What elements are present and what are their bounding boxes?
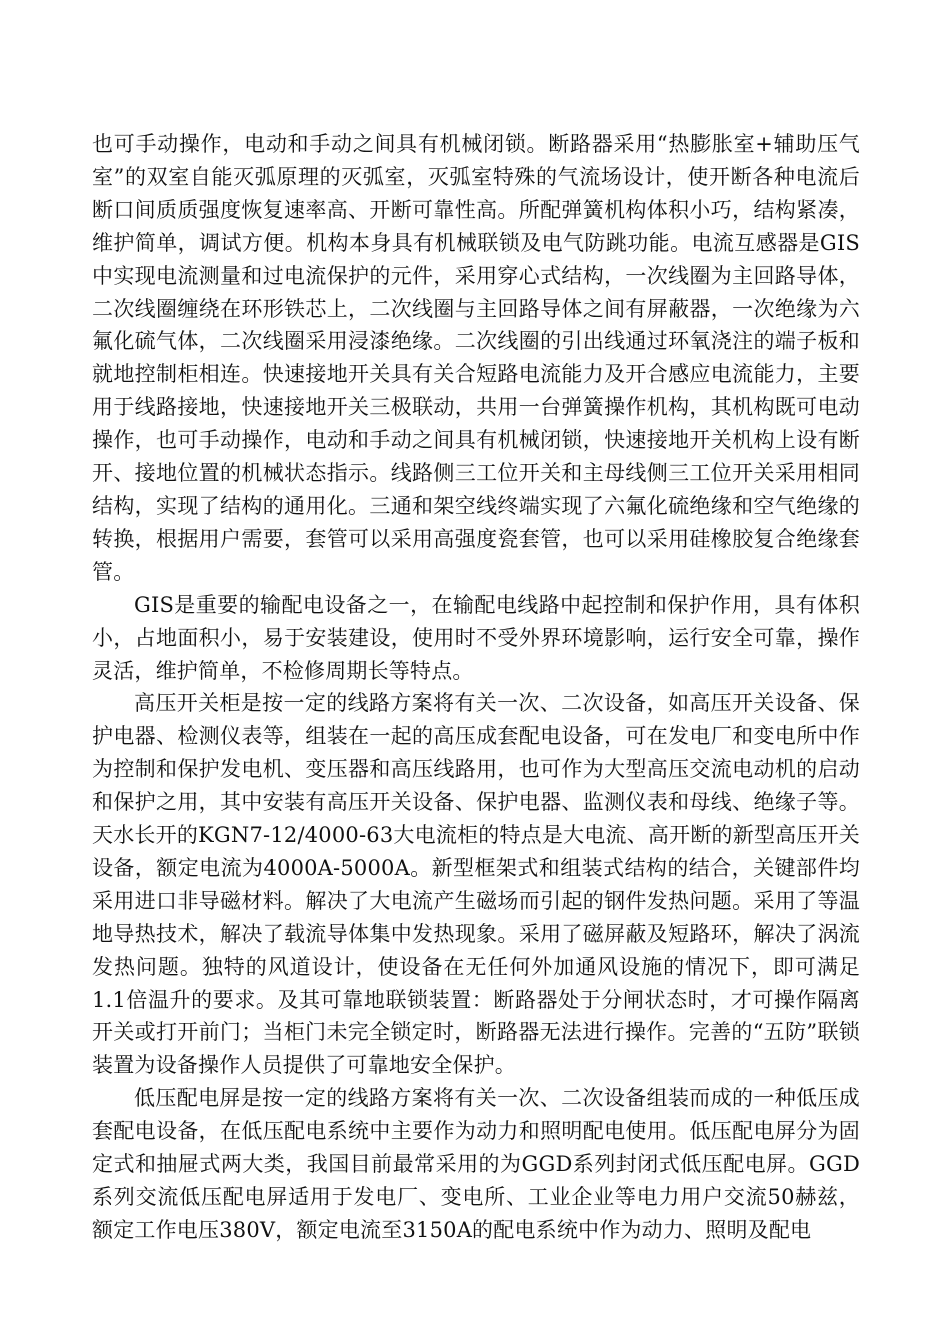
paragraph-continuation: 也可手动操作，电动和手动之间具有机械闭锁。断路器采用“热膨胀室+辅助压气室”的双室自能灭弧原理的灭弧室，灭弧室特殊的气流场设计，使开断各种电流后断口间质质强度恢复速率高、开断可靠性高。所配弹簧机构体积小巧，结构紧凑，维护简单，调试方便。机构本身具有机械联锁及电气防跳功能。电流互感器是GIS中实现电流测量和过电流保护的元件，采用穿心式结构，一次线圈为主回路导体，二次线圈缠绕在环形铁芯上，二次线圈与主回路导体之间有屏蔽器，一次绝缘为六氟化硫气体，二次线圈采用浸漆绝缘。二次线圈的引出线通过环氧浇注的端子板和就地控制柜相连。快速接地开关具有关合短路电流能力及开合感应电流能力，主要用于线路接地，快速接地开关三极联动，共用一台弹簧操作机构，其机构既可电动操作，也可手动操作，电动和手动之间具有机械闭锁，快速接地开关机构上设有断开、接地位置的机械状态指示。线路侧三工位开关和主母线侧三工位开关采用相同结构，实现了结构的通用化。三通和架空线终端实现了六氟化硫绝缘和空气绝缘的转换，根据用户需要，套管可以采用高强度瓷套管，也可以采用硅橡胶复合绝缘套管。 [92,132,860,584]
paragraph-gis: GIS是重要的输配电设备之一，在输配电线路中起控制和保护作用，具有体积小，占地面积小，易于安装建设，使用时不受外界环境影响，运行安全可靠，操作灵活，维护简单，不检修周期长等特点。 [92,592,860,683]
paragraph-high-voltage-switchgear: 高压开关柜是按一定的线路方案将有关一次、二次设备，如高压开关设备、保护电器、检测仪表等，组装在一起的高压成套配电设备，可在发电厂和变电所中作为控制和保护发电机、变压器和高压线路用，也可作为大型高压交流电动机的启动和保护之用，其中安装有高压开关设备、保护电器、监测仪表和母线、绝缘子等。天水长开的KGN7-12/4000-63大电流柜的特点是大电流、高开断的新型高压开关设备，额定电流为4000A-5000A。新型框架式和组装式结构的结合，关键部件均采用进口非导磁材料。解决了大电流产生磁场而引起的钢件发热问题。采用了等温地导热技术，解决了载流导体集中发热现象。采用了磁屏蔽及短路环，解决了涡流发热问题。独特的风道设计，使设备在无任何外加通风设施的情况下，即可满足1.1倍温升的要求。及其可靠地联锁装置：断路器处于分闸状态时，才可操作隔离开关或打开前门；当柜门未完全锁定时，断路器无法进行操作。完善的“五防”联锁装置为设备操作人员提供了可靠地安全保护。 [92,691,860,1078]
document-page [92,128,860,1247]
paragraph-low-voltage-panel: 低压配电屏是按一定的线路方案将有关一次、二次设备组装而成的一种低压成套配电设备，在低压配电系统中主要作为动力和照明配电使用。低压配电屏分为固定式和抽屉式两大类，我国目前最常采用的为GGD系列封闭式低压配电屏。GGD系列交流低压配电屏适用于发电厂、变电所、工业企业等电力用户交流50赫兹，额定工作电压380V，额定电流至3150A的配电系统中作为动力、照明及配电 [92,1086,860,1242]
